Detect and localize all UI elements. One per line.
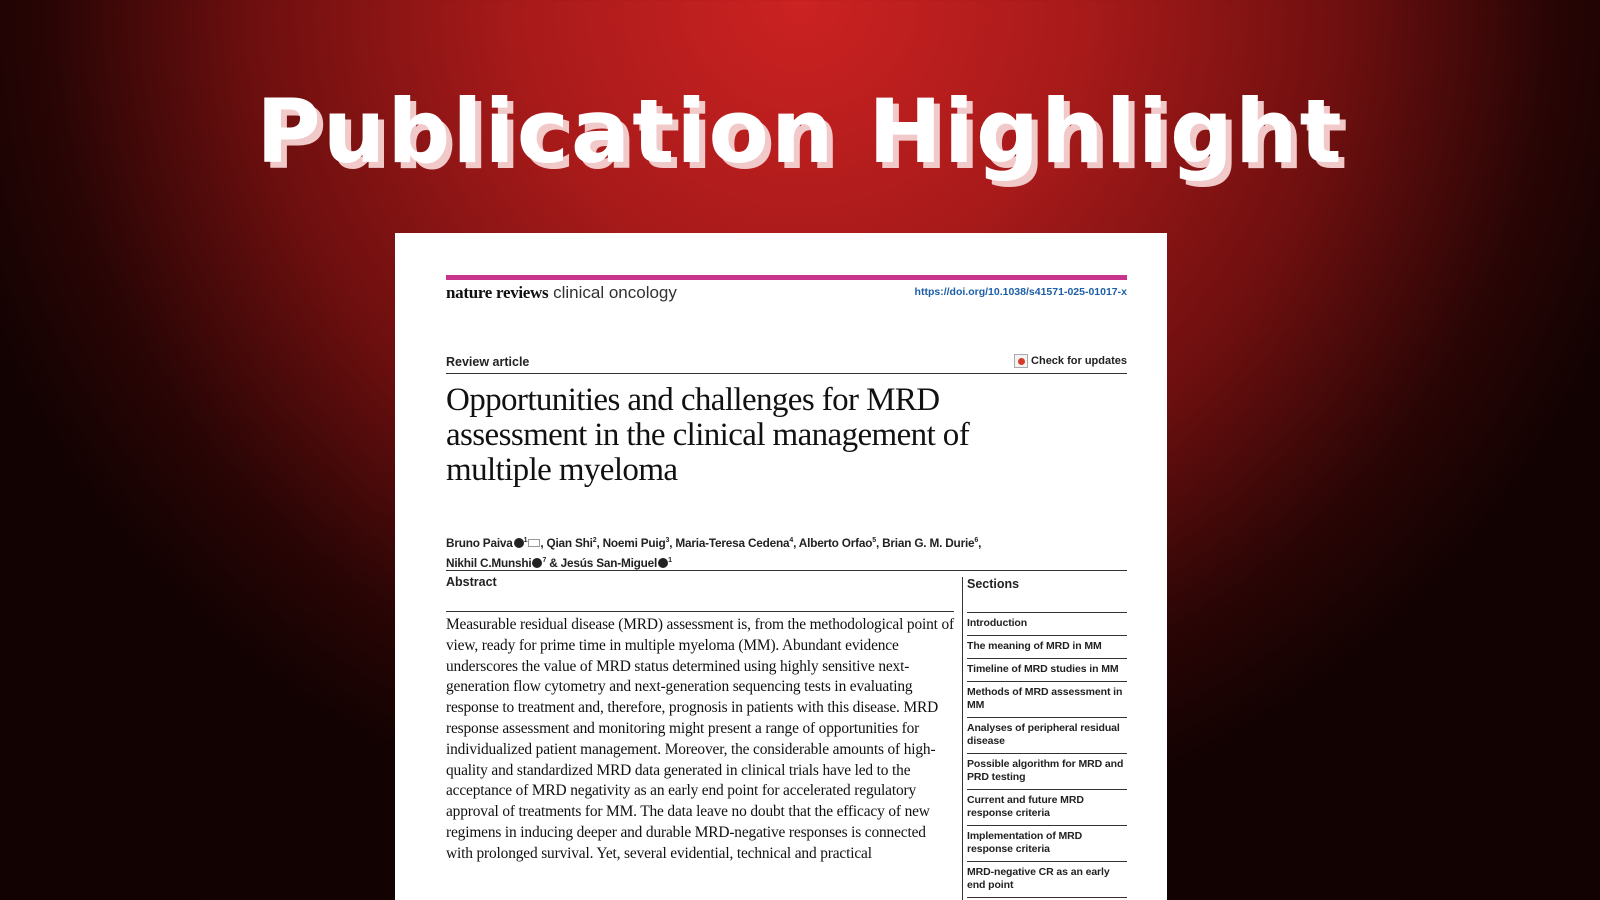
author-affiliation: 7 xyxy=(542,556,547,564)
authors-divider xyxy=(446,570,1127,571)
abstract-heading: Abstract xyxy=(446,575,497,589)
section-link[interactable]: The meaning of MRD in MM xyxy=(967,636,1127,659)
author-affiliation: 2 xyxy=(592,537,597,544)
section-link[interactable]: Possible algorithm for MRD and PRD testing xyxy=(967,754,1127,790)
check-updates-icon xyxy=(1014,354,1028,368)
section-link[interactable]: Analyses of peripheral residual disease xyxy=(967,718,1127,754)
sections-list xyxy=(967,613,1127,898)
check-updates-button[interactable] xyxy=(1014,354,1127,368)
banner-title: Publication Highlight xyxy=(256,80,1344,183)
author-affiliation: 5 xyxy=(872,537,876,544)
section-link[interactable]: Methods of MRD assessment in MM xyxy=(967,682,1127,718)
author-name[interactable]: Bruno Paiva xyxy=(446,535,513,550)
section-link[interactable]: MRD-negative CR as an early end point xyxy=(967,862,1127,898)
author-name[interactable]: Brian G. M. Durie xyxy=(882,535,975,550)
author-name[interactable]: Noemi Puig xyxy=(602,535,666,550)
doi-link[interactable]: https://doi.org/10.1038/s41571-025-01017-x xyxy=(914,286,1127,298)
author-name[interactable]: Qian Shi xyxy=(546,535,593,550)
author-name[interactable]: Maria-Teresa Cedena xyxy=(675,535,790,550)
header-divider xyxy=(446,373,1127,374)
abstract-divider xyxy=(446,611,954,612)
paper-page xyxy=(395,233,1167,900)
orcid-icon[interactable] xyxy=(532,558,542,568)
author-name[interactable]: Alberto Orfao xyxy=(798,535,873,550)
sections-heading: Sections xyxy=(967,577,1020,591)
author-list: Bruno Paiva $^1$ , Qian Shi$^2$, Noemi Puig$^3$, Maria-Teresa Cedena$^4$, Alberto Orfao$^5$, Brian G. M. Durie$^6$, Nikhil C.Munshi $^7$ & Jesús San-Miguel $^1$ xyxy=(446,535,982,570)
section-link[interactable]: Current and future MRD response criteria xyxy=(967,790,1127,826)
author-affiliation: 1 xyxy=(668,556,672,564)
orcid-icon[interactable] xyxy=(514,538,524,548)
author-name[interactable]: Jesús San-Miguel xyxy=(560,555,658,570)
author-affiliation: 3 xyxy=(665,537,670,544)
article-type: Review article xyxy=(446,355,530,369)
journal-name xyxy=(446,283,677,303)
section-link[interactable]: Timeline of MRD studies in MM xyxy=(967,659,1127,682)
orcid-icon[interactable] xyxy=(658,558,668,568)
journal-name-light: clinical oncology xyxy=(553,283,677,302)
section-link[interactable]: Introduction xyxy=(967,613,1127,636)
journal-color-rule xyxy=(446,275,1127,280)
journal-name-bold: nature reviews xyxy=(446,283,549,302)
check-updates-label: Check for updates xyxy=(1031,355,1127,367)
author-name[interactable]: Nikhil C.Munshi xyxy=(446,555,532,570)
abstract-text: Measurable residual disease (MRD) assessment is, from the methodological point of view, ready for prime time in multiple myeloma (MM). Abundant evidence underscores the value of MRD status determined using highly sensitive next-generation flow cytometry and next-generation sequencing tests in evaluating response to treatment and, therefore, prognosis in patients with this disease. MRD response assessment and monitoring might present a range of opportunities for individualized patient management. Moreover, the considerable amounts of high-quality and standardized MRD data generated in clinical trials have led to the acceptance of MRD negativity as an early end point for accelerated regulatory approval of treatments for MM. The data leave no doubt that the efficacy of new regimens in inducing deeper and durable MRD-negative responses is connected with prolonged survival. Yet, several evidential, technical and practical xyxy=(446,616,955,862)
paper-title: Opportunities and challenges for MRD assessment in the clinical management of multiple myeloma xyxy=(446,382,970,488)
email-icon[interactable] xyxy=(528,539,540,547)
author-affiliation: 6 xyxy=(974,537,979,544)
column-divider xyxy=(962,577,963,900)
author-affiliation: 4 xyxy=(789,537,794,544)
author-affiliation: 1 xyxy=(523,537,528,544)
section-link[interactable]: Implementation of MRD response criteria xyxy=(967,826,1127,862)
